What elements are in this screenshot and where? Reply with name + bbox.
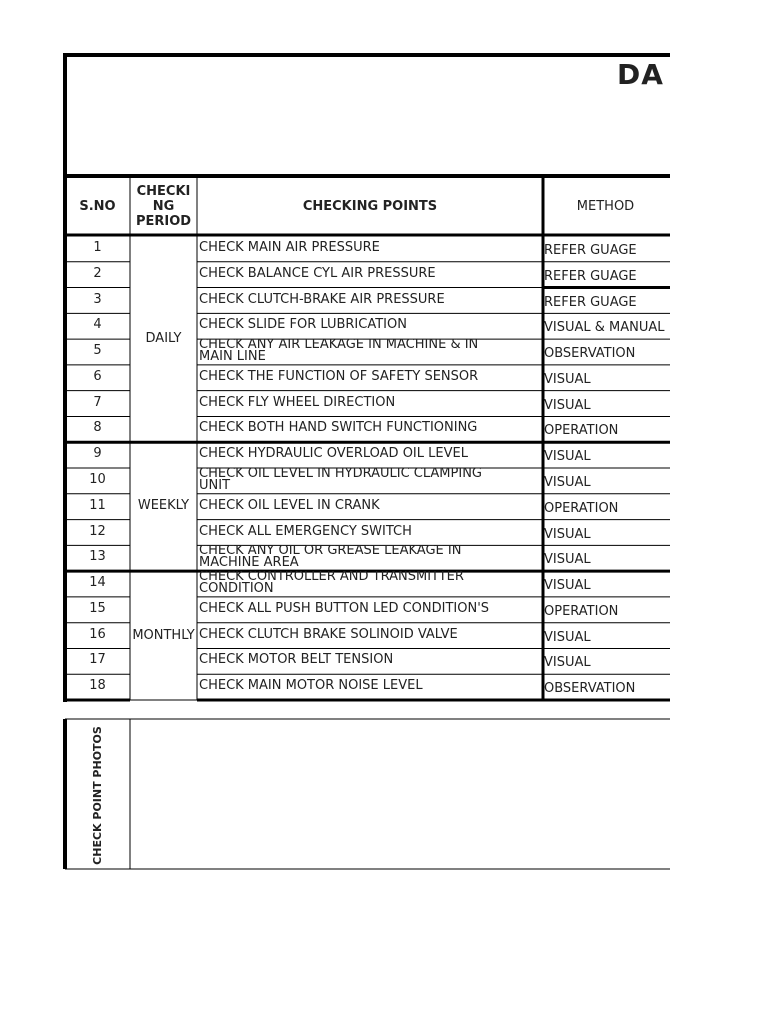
row-checking-point (199, 545, 541, 569)
row-checking-point (199, 241, 541, 255)
period-daily: DAILY (145, 330, 182, 346)
row-checking-point-line1: CHECK MOTOR BELT TENSION (199, 653, 394, 668)
row-sno: 12 (89, 524, 106, 539)
row-checking-point-line2: CONDITION (199, 581, 274, 596)
row-checking-point (199, 421, 541, 435)
row-checking-point-line1: CHECK MAIN AIR PRESSURE (199, 241, 380, 255)
row-sno: 14 (89, 576, 106, 591)
row-method: VISUAL (544, 372, 591, 387)
row-checking-point (199, 339, 541, 363)
row-checking-point-line2: MAIN LINE (199, 349, 266, 364)
header-checking-points: CHECKING POINTS (302, 198, 438, 214)
row-checking-point-line1: CHECK ANY OIL OR GREASE LEAKAGE IN (199, 545, 462, 559)
row-sno: 10 (89, 473, 106, 488)
header-sno: S.NO (79, 198, 116, 214)
row-method: OBSERVATION (544, 682, 636, 697)
row-checking-point-line1: CHECK ANY AIR LEAKAGE IN MACHINE & IN (199, 339, 479, 353)
row-checking-point (199, 318, 541, 332)
row-method: VISUAL (544, 630, 591, 645)
row-sno: 2 (93, 266, 102, 281)
row-checking-point-line1: CHECK BALANCE CYL AIR PRESSURE (199, 266, 436, 281)
row-method: VISUAL (544, 450, 591, 465)
row-sno: 4 (93, 318, 102, 333)
period-weekly: WEEKLY (137, 497, 190, 513)
row-checking-point (199, 653, 541, 667)
row-checking-point-line1: CHECK CONTROLLER AND TRANSMITTER (199, 571, 464, 585)
sheet-title: DA (617, 58, 664, 91)
row-method: VISUAL (544, 527, 591, 542)
check-point-photos-text: CHECK POINT PHOTOS (90, 725, 104, 865)
row-checking-point-line1: CHECK BOTH HAND SWITCH FUNCTIONING (199, 421, 478, 436)
period-monthly: MONTHLY (132, 627, 195, 643)
row-sno: 17 (89, 653, 106, 668)
row-method: REFER GUAGE (544, 295, 637, 310)
row-method: OBSERVATION (544, 347, 636, 362)
row-checking-point (199, 525, 541, 539)
row-checking-point (199, 499, 541, 513)
row-method: VISUAL (544, 553, 591, 568)
row-sno: 3 (93, 292, 102, 307)
check-point-photos-label (62, 725, 132, 865)
row-checking-point (199, 396, 541, 410)
row-checking-point (199, 293, 541, 307)
row-sno: 9 (93, 447, 102, 462)
row-sno: 8 (93, 421, 102, 436)
row-checking-point-line1: CHECK HYDRAULIC OVERLOAD OIL LEVEL (199, 447, 468, 462)
row-checking-point (199, 370, 541, 384)
header-period-line3: PERIOD (135, 213, 192, 229)
header-period-line2: NG (152, 198, 175, 214)
row-checking-point-line1: CHECK THE FUNCTION OF SAFETY SENSOR (199, 369, 479, 384)
row-checking-point (199, 468, 541, 492)
row-checking-point-line1: CHECK ALL EMERGENCY SWITCH (199, 524, 412, 539)
row-sno: 5 (93, 344, 102, 359)
header-period-line1: CHECKI (136, 183, 191, 199)
row-checking-point-line1: CHECK CLUTCH BRAKE SOLINOID VALVE (199, 627, 458, 642)
row-sno: 18 (89, 679, 106, 694)
row-checking-point (199, 628, 541, 642)
row-checking-point (199, 447, 541, 461)
row-checking-point-line1: CHECK OIL LEVEL IN HYDRAULIC CLAMPING (199, 468, 482, 482)
row-method: REFER GUAGE (544, 269, 637, 284)
row-checking-point-line1: CHECK CLUTCH-BRAKE AIR PRESSURE (199, 292, 445, 307)
row-method: VISUAL (544, 476, 591, 491)
header-period (130, 178, 197, 234)
row-method: VISUAL (544, 656, 591, 671)
row-method: OPERATION (544, 604, 619, 619)
row-checking-point (199, 602, 541, 616)
row-method: OPERATION (544, 501, 619, 516)
row-sno: 11 (89, 498, 106, 513)
row-method: VISUAL & MANUAL (544, 321, 665, 336)
row-checking-point-line1: CHECK ALL PUSH BUTTON LED CONDITION'S (199, 601, 490, 616)
row-checking-point (199, 571, 541, 595)
row-checking-point-line1: CHECK SLIDE FOR LUBRICATION (199, 318, 407, 333)
row-checking-point-line1: CHECK FLY WHEEL DIRECTION (199, 395, 396, 410)
row-sno: 1 (93, 241, 102, 255)
row-checking-point-line2: MACHINE AREA (199, 555, 299, 570)
header-method: METHOD (576, 198, 635, 214)
row-method: VISUAL (544, 579, 591, 594)
row-sno: 6 (93, 369, 102, 384)
row-sno: 15 (89, 601, 106, 616)
row-checking-point-line2: UNIT (199, 478, 231, 493)
row-method: REFER GUAGE (544, 244, 637, 258)
row-sno: 16 (89, 627, 106, 642)
row-method: OPERATION (544, 424, 619, 439)
row-sno: 13 (89, 550, 106, 565)
row-sno: 7 (93, 395, 102, 410)
row-checking-point (199, 679, 541, 693)
row-checking-point (199, 267, 541, 281)
row-checking-point-line1: CHECK OIL LEVEL IN CRANK (199, 498, 380, 513)
row-checking-point-line1: CHECK MAIN MOTOR NOISE LEVEL (199, 679, 423, 694)
row-method: VISUAL (544, 398, 591, 413)
